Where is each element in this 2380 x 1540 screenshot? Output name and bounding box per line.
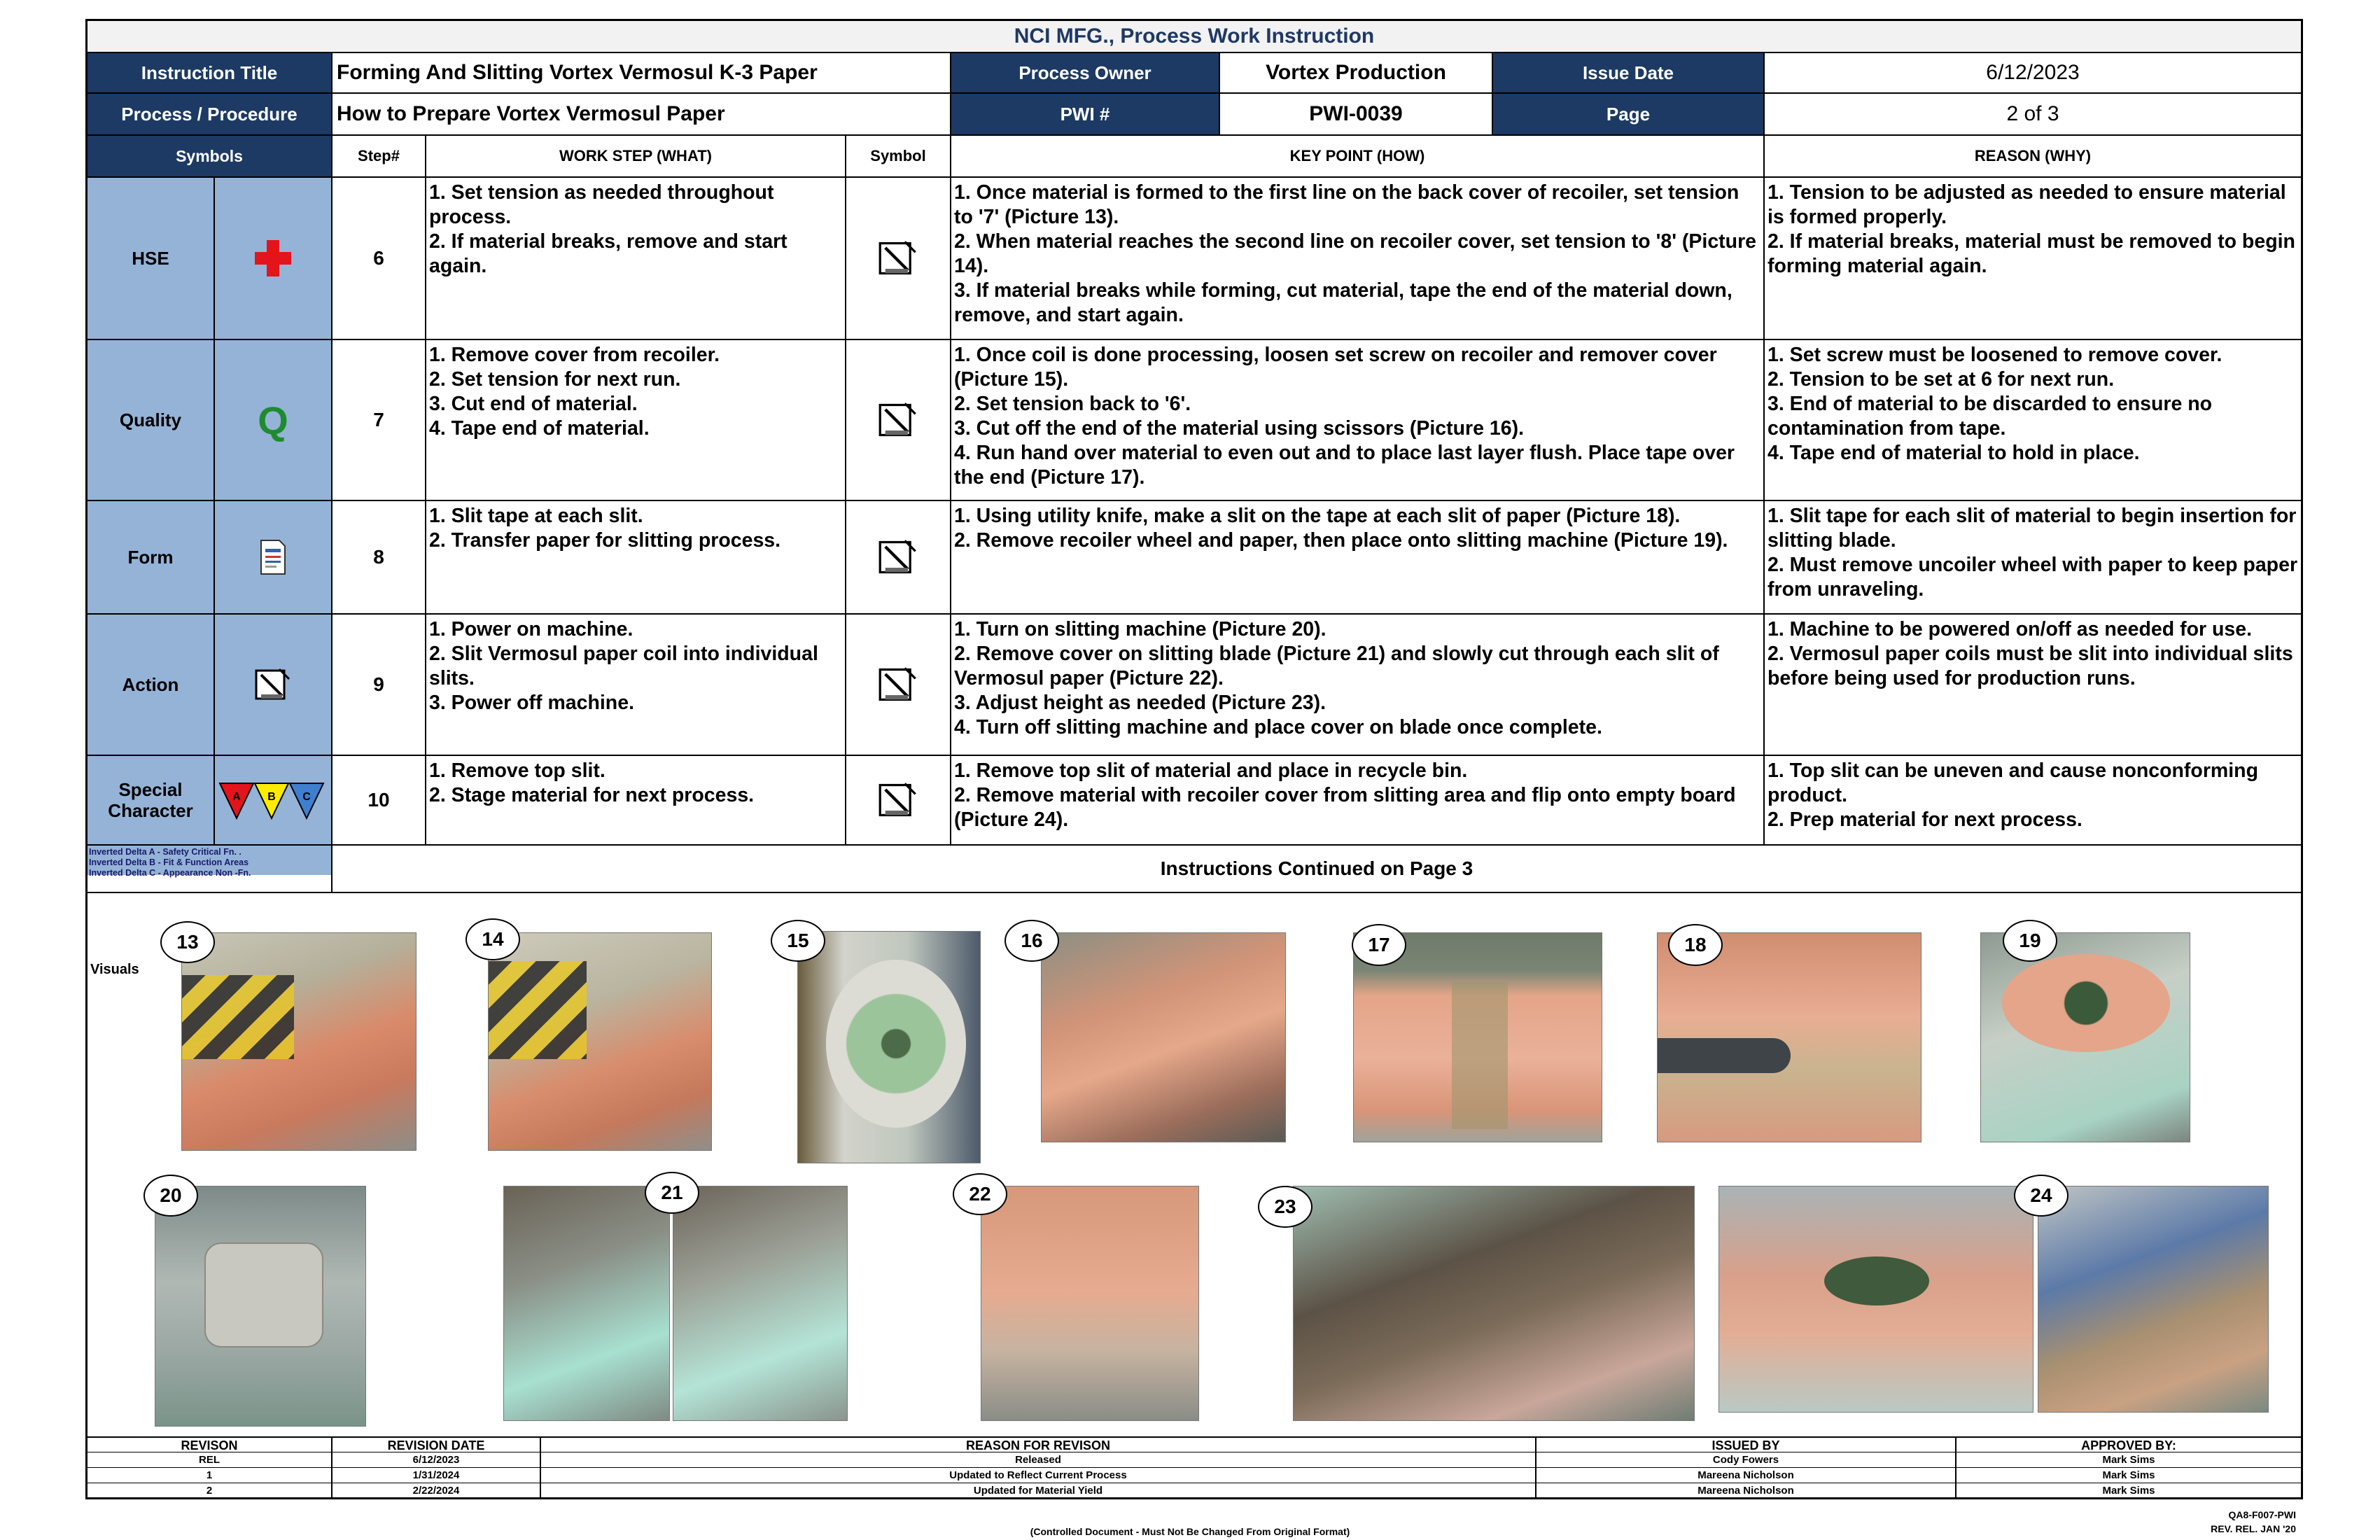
revision-header: REVISON xyxy=(181,1438,238,1452)
picture-15 xyxy=(797,931,981,1163)
picture-22 xyxy=(981,1186,1199,1421)
step-number: 8 xyxy=(373,546,384,568)
document-title-text: NCI MFG., Process Work Instruction xyxy=(1014,24,1375,48)
revision-cell: 1/31/2024 xyxy=(412,1469,460,1481)
note-icon xyxy=(846,340,950,500)
picture-14 xyxy=(488,932,712,1151)
revision-cell: REL xyxy=(199,1454,220,1466)
grid-line xyxy=(1763,52,1765,844)
revision-date-header: REVISION DATE xyxy=(387,1438,485,1452)
picture-19 xyxy=(1980,932,2190,1142)
revision-cell: 6/12/2023 xyxy=(412,1454,460,1466)
picture-20 xyxy=(155,1186,366,1427)
hse-cross-icon xyxy=(215,178,331,339)
reason-text: 1. Set screw must be loosened to remove cover. 2. Tension to be set at 6 for next run. 3. End of material to be discarded to ensure no contamination from tape. 4. Tape end of material to hold in place. xyxy=(1768,344,2222,464)
page-value: 2 of 3 xyxy=(2006,102,2059,125)
quality-q-icon xyxy=(215,340,331,500)
process-procedure-label: Process / Procedure xyxy=(88,94,331,134)
pwi-label: PWI # xyxy=(951,94,1219,134)
symbol-header: Symbol xyxy=(870,147,926,164)
approved-by-header: APPROVED BY: xyxy=(2081,1438,2176,1452)
picture-badge: 17 xyxy=(1352,924,1406,966)
step-number: 6 xyxy=(373,247,384,269)
issued-by-header: ISSUED BY xyxy=(1712,1438,1780,1452)
work-step-header: WORK STEP (WHAT) xyxy=(559,147,712,164)
picture-16 xyxy=(1041,932,1286,1142)
revision-cell: Updated to Reflect Current Process xyxy=(949,1469,1127,1481)
picture-badge: 13 xyxy=(160,921,215,963)
revision-cell: Mark Sims xyxy=(2102,1485,2155,1497)
key-point-text: 1. Once coil is done processing, loosen set screw on recoiler and remover cover (Picture 15). 2. Set tension back to '6'. 3. Cut off the end of the material using scissors (Picture 16). 4. Run hand over material to even out and to place last layer flush. Place tape over the end (Picture 17). xyxy=(954,344,1735,489)
revision-cell: Mareena Nicholson xyxy=(1698,1485,1794,1497)
step-header: Step# xyxy=(358,147,400,164)
action-note-icon xyxy=(215,615,331,755)
delta-c-letter: C xyxy=(302,791,311,803)
grid-line xyxy=(425,134,426,844)
reason-text: 1. Machine to be powered on/off as needed for use. 2. Vermosul paper coils must be slit into individual slits before being used for production runs. xyxy=(1768,618,2293,690)
picture-21b xyxy=(673,1186,848,1421)
reason-text: 1. Tension to be adjusted as needed to ensure material is formed properly. 2. If material breaks, material must be removed to begin forming material again. xyxy=(1768,181,2295,277)
revision-cell: Mark Sims xyxy=(2102,1454,2155,1466)
quality-label: Quality xyxy=(119,409,182,430)
work-instruction-sheet xyxy=(85,19,2303,1499)
note-icon xyxy=(846,756,950,844)
picture-13 xyxy=(181,932,416,1151)
revision-release: REV. REL. JAN '20 xyxy=(2211,1523,2296,1534)
issue-date-value: 6/12/2023 xyxy=(1986,61,2080,84)
reason-text: 1. Slit tape for each slit of material to begin insertion for slitting blade. 2. Must remove uncoiler wheel with paper to keep paper from unraveling. xyxy=(1768,505,2298,601)
grid-line xyxy=(88,500,2301,501)
instructions-continued: Instructions Continued on Page 3 xyxy=(1160,858,1474,879)
step-number: 9 xyxy=(373,673,384,695)
note-icon xyxy=(846,615,950,755)
legend-line-c: Inverted Delta C - Appearance Non -Fn. xyxy=(89,868,251,878)
work-step-text: 1. Remove cover from recoiler. 2. Set tension for next run. 3. Cut end of material. 4. Tape end of material. xyxy=(429,344,720,440)
picture-badge: 23 xyxy=(1258,1186,1312,1228)
grid-line xyxy=(950,52,951,844)
picture-badge: 24 xyxy=(2014,1175,2068,1217)
note-icon xyxy=(846,178,950,339)
document-title xyxy=(88,21,2301,52)
revision-cell: Released xyxy=(1015,1454,1061,1466)
revision-cell: 2/22/2024 xyxy=(412,1485,460,1497)
reason-for-revision-header: REASON FOR REVISON xyxy=(965,1438,1111,1452)
delta-a-letter: A xyxy=(232,791,241,803)
work-step-text: 1. Power on machine. 2. Slit Vermosul paper coil into individual slits. 3. Power off machine. xyxy=(429,618,818,714)
work-step-text: 1. Set tension as needed throughout process. 2. If material breaks, remove and start again. xyxy=(429,181,788,277)
reason-text: 1. Top slit can be uneven and cause nonconforming product. 2. Prep material for next process. xyxy=(1768,760,2258,831)
picture-24b xyxy=(2038,1186,2269,1413)
picture-badge: 19 xyxy=(2003,920,2057,962)
picture-badge: 21 xyxy=(645,1172,699,1214)
process-procedure-value: How to Prepare Vortex Vermosul Paper xyxy=(337,102,725,125)
picture-23 xyxy=(1293,1186,1695,1421)
picture-badge: 22 xyxy=(953,1173,1007,1215)
grid-line xyxy=(88,176,2301,178)
delta-legend xyxy=(89,847,330,878)
form-label: Form xyxy=(127,546,174,568)
action-label: Action xyxy=(122,673,179,695)
key-point-text: 1. Using utility knife, make a slit on the tape at each slit of paper (Picture 18). 2. Remove recoiler wheel and paper, then place onto slitting machine (Picture 19). xyxy=(954,505,1728,552)
picture-badge: 20 xyxy=(144,1175,198,1217)
picture-badge: 14 xyxy=(465,918,520,960)
form-document-icon xyxy=(215,501,331,613)
revision-cell: Updated for Material Yield xyxy=(973,1485,1103,1497)
page-label: Page xyxy=(1493,94,1763,134)
process-owner-label: Process Owner xyxy=(951,53,1219,92)
revision-cell: 1 xyxy=(206,1469,213,1481)
revision-cell: 2 xyxy=(206,1485,213,1497)
visuals-label: Visuals xyxy=(90,962,139,977)
picture-24a xyxy=(1718,1186,2033,1413)
quality-q-letter: Q xyxy=(258,398,288,442)
grid-line xyxy=(845,134,846,844)
grid-line xyxy=(88,134,2301,136)
delta-b-letter: B xyxy=(267,791,276,803)
grid-line xyxy=(1219,52,1220,134)
grid-line xyxy=(331,52,332,892)
issue-date-label: Issue Date xyxy=(1493,53,1763,92)
grid-line xyxy=(88,339,2301,340)
grid-line xyxy=(1492,52,1493,134)
step-number: 7 xyxy=(373,409,384,430)
picture-badge: 18 xyxy=(1668,924,1723,966)
work-step-text: 1. Slit tape at each slit. 2. Transfer paper for slitting process. xyxy=(429,505,781,552)
grid-line xyxy=(88,755,2301,756)
grid-line xyxy=(214,176,215,844)
grid-line xyxy=(88,613,2301,615)
key-point-text: 1. Turn on slitting machine (Picture 20). 2. Remove cover on slitting blade (Picture 21) and slowly cut through each slit of Vermosul paper (Picture 22). 3. Adjust height as needed (Picture 23). 4. Turn off slitting machine and place cover on blade once complete. xyxy=(954,618,1719,738)
form-number: QA8-F007-PWI xyxy=(2228,1509,2296,1520)
key-point-text: 1. Remove top slit of material and place in recycle bin. 2. Remove material with recoiler cover from slitting area and flip onto empty board (Picture 24). xyxy=(954,760,1736,831)
instruction-title-label: Instruction Title xyxy=(88,53,331,92)
grid-line xyxy=(88,892,2301,893)
note-icon xyxy=(846,501,950,613)
picture-badge: 16 xyxy=(1004,920,1059,962)
revision-cell: Mareena Nicholson xyxy=(1698,1469,1794,1481)
grid-line xyxy=(88,844,2301,846)
picture-21a xyxy=(503,1186,670,1421)
delta-icons xyxy=(215,756,331,844)
legend-line-b: Inverted Delta B - Fit & Function Areas xyxy=(89,858,249,867)
special-character-label: Special Character xyxy=(108,779,193,821)
process-owner-value: Vortex Production xyxy=(1266,61,1446,84)
picture-badge: 15 xyxy=(771,920,825,962)
key-point-header: KEY POINT (HOW) xyxy=(1289,147,1425,164)
revision-cell: Mark Sims xyxy=(2102,1469,2155,1481)
grid-line xyxy=(88,92,2301,94)
hse-label: HSE xyxy=(132,247,169,269)
work-step-text: 1. Remove top slit. 2. Stage material for next process. xyxy=(429,760,755,806)
step-number: 10 xyxy=(368,789,390,811)
symbols-header: Symbols xyxy=(88,136,331,176)
pwi-value: PWI-0039 xyxy=(1309,102,1403,125)
instruction-title-value: Forming And Slitting Vortex Vermosul K-3 Paper xyxy=(337,61,818,84)
legend-line-a: Inverted Delta A - Safety Critical Fn. . xyxy=(89,847,241,857)
key-point-text: 1. Once material is formed to the first line on the back cover of recoiler, set tension to '7' (Picture 13). 2. When material reaches the second line on recoiler cover, set tension to '8' (Picture 14). 3. If material breaks while forming, cut material, tape the end of the material down, remove, and start again. xyxy=(954,181,1757,326)
controlled-document-note: (Controlled Document - Must Not Be Changed From Original Format) xyxy=(1030,1526,1350,1537)
grid-line xyxy=(88,52,2301,53)
reason-header: REASON (WHY) xyxy=(1974,147,2092,164)
revision-cell: Cody Fowers xyxy=(1712,1454,1779,1466)
